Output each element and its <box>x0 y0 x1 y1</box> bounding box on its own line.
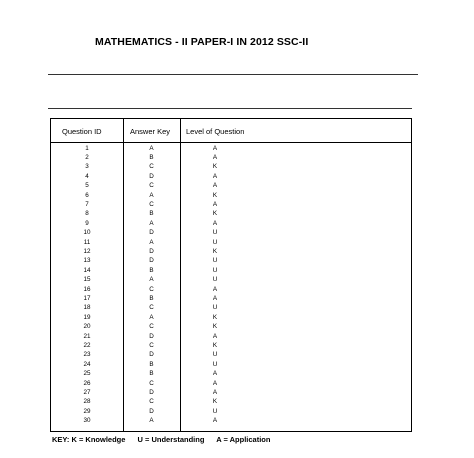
question-id-cell: 5 <box>85 182 89 190</box>
legend-application: A = Application <box>216 435 271 444</box>
legend-understanding: U = Understanding <box>137 435 205 444</box>
table-row <box>51 416 411 425</box>
question-id-cell: 24 <box>83 360 91 368</box>
legend-knowledge: KEY: K = Knowledge <box>52 435 126 444</box>
level-cell: K <box>212 341 218 349</box>
table-row <box>51 407 411 416</box>
table-row <box>51 172 411 181</box>
answer-key-cell: B <box>149 294 154 302</box>
answer-key-cell: A <box>149 276 154 284</box>
level-cell: K <box>212 323 218 331</box>
answer-key-cell: D <box>149 229 154 237</box>
level-cell: K <box>212 210 218 218</box>
table-row <box>51 275 411 284</box>
answer-key-cell: D <box>149 172 154 180</box>
table-row <box>51 379 411 388</box>
level-cell: A <box>212 388 218 396</box>
answer-key-cell: C <box>149 379 154 387</box>
level-cell: A <box>212 417 218 425</box>
level-cell: K <box>212 313 218 321</box>
header-answer-key: Answer Key <box>130 127 171 136</box>
blank-line-2 <box>48 108 412 109</box>
question-id-cell: 1 <box>85 144 89 152</box>
level-cell: U <box>212 229 218 237</box>
answer-key-cell: C <box>149 200 154 208</box>
answer-key-cell: D <box>149 247 154 255</box>
header-question-id: Question ID <box>62 127 102 136</box>
table-row <box>51 266 411 275</box>
answer-key-cell: C <box>149 182 154 190</box>
answer-key-cell: D <box>149 407 154 415</box>
level-cell: K <box>212 163 218 171</box>
question-id-cell: 11 <box>83 238 91 246</box>
question-id-cell: 9 <box>85 219 89 227</box>
level-cell: K <box>212 398 218 406</box>
level-cell: K <box>212 191 218 199</box>
question-id-cell: 21 <box>83 332 91 340</box>
table-row <box>51 285 411 294</box>
level-cell: A <box>212 172 218 180</box>
level-cell: U <box>212 238 218 246</box>
table-row <box>51 303 411 312</box>
answer-key-cell: C <box>149 323 154 331</box>
question-id-cell: 12 <box>83 247 91 255</box>
level-cell: A <box>212 285 218 293</box>
table-row <box>51 388 411 397</box>
question-id-cell: 20 <box>83 323 91 331</box>
table-row <box>51 369 411 378</box>
answer-key-cell: B <box>149 266 154 274</box>
table-row <box>51 162 411 171</box>
question-id-cell: 3 <box>85 163 89 171</box>
level-cell: U <box>212 276 218 284</box>
question-id-cell: 13 <box>83 257 91 265</box>
answer-key-cell: D <box>149 388 154 396</box>
answer-key-cell: D <box>149 332 154 340</box>
table-row <box>51 313 411 322</box>
level-cell: A <box>212 294 218 302</box>
question-id-cell: 18 <box>83 304 91 312</box>
answer-key-cell: C <box>149 341 154 349</box>
answer-key-cell: A <box>149 191 154 199</box>
question-id-cell: 6 <box>85 191 89 199</box>
level-cell: K <box>212 247 218 255</box>
page-title: MATHEMATICS - II PAPER-I IN 2012 SSC-II <box>95 36 309 48</box>
question-id-cell: 26 <box>83 379 91 387</box>
level-cell: A <box>212 182 218 190</box>
level-cell: U <box>212 407 218 415</box>
table-row <box>51 332 411 341</box>
table-row <box>51 397 411 406</box>
answer-key-cell: B <box>149 360 154 368</box>
level-cell: A <box>212 219 218 227</box>
table-row <box>51 153 411 162</box>
question-id-cell: 10 <box>83 229 91 237</box>
table-row <box>51 238 411 247</box>
question-id-cell: 29 <box>83 407 91 415</box>
answer-key-cell: C <box>149 398 154 406</box>
question-id-cell: 28 <box>83 398 91 406</box>
level-cell: U <box>212 351 218 359</box>
answer-key-cell: D <box>149 257 154 265</box>
table-row <box>51 341 411 350</box>
table-row <box>51 360 411 369</box>
question-id-cell: 22 <box>83 341 91 349</box>
answer-key-cell: C <box>149 304 154 312</box>
answer-key-cell: A <box>149 144 154 152</box>
table-row <box>51 181 411 190</box>
table-row <box>51 247 411 256</box>
level-cell: U <box>212 266 218 274</box>
table-row <box>51 209 411 218</box>
table-row <box>51 350 411 359</box>
level-cell: U <box>212 304 218 312</box>
answer-key-cell: C <box>149 163 154 171</box>
level-cell: U <box>212 257 218 265</box>
table-row <box>51 200 411 209</box>
question-id-cell: 4 <box>85 172 89 180</box>
answer-key-cell: A <box>149 219 154 227</box>
level-cell: A <box>212 144 218 152</box>
header-level-of-question: Level of Question <box>186 127 245 136</box>
answer-key-cell: A <box>149 313 154 321</box>
answer-key-cell: D <box>149 351 154 359</box>
question-id-cell: 16 <box>83 285 91 293</box>
table-row <box>51 256 411 265</box>
question-id-cell: 7 <box>85 200 89 208</box>
question-id-cell: 25 <box>83 370 91 378</box>
level-cell: A <box>212 370 218 378</box>
table-row <box>51 322 411 331</box>
table-row <box>51 219 411 228</box>
level-cell: U <box>212 360 218 368</box>
blank-line-1 <box>48 74 418 75</box>
level-cell: A <box>212 379 218 387</box>
level-cell: A <box>212 200 218 208</box>
answer-key-cell: B <box>149 153 154 161</box>
answer-key-cell: C <box>149 285 154 293</box>
question-id-cell: 15 <box>83 276 91 284</box>
question-id-cell: 19 <box>83 313 91 321</box>
answer-key-cell: B <box>149 210 154 218</box>
answer-key-cell: A <box>149 238 154 246</box>
question-id-cell: 30 <box>83 417 91 425</box>
key-legend <box>52 435 280 444</box>
table-row <box>51 191 411 200</box>
question-id-cell: 2 <box>85 153 89 161</box>
question-id-cell: 17 <box>83 294 91 302</box>
question-id-cell: 8 <box>85 210 89 218</box>
question-id-cell: 27 <box>83 388 91 396</box>
answer-key-cell: B <box>149 370 154 378</box>
question-id-cell: 23 <box>83 351 91 359</box>
table-row <box>51 294 411 303</box>
level-cell: A <box>212 332 218 340</box>
answer-key-table <box>50 118 412 432</box>
table-row <box>51 144 411 153</box>
answer-key-cell: A <box>149 417 154 425</box>
level-cell: A <box>212 153 218 161</box>
table-row <box>51 228 411 237</box>
question-id-cell: 14 <box>83 266 91 274</box>
